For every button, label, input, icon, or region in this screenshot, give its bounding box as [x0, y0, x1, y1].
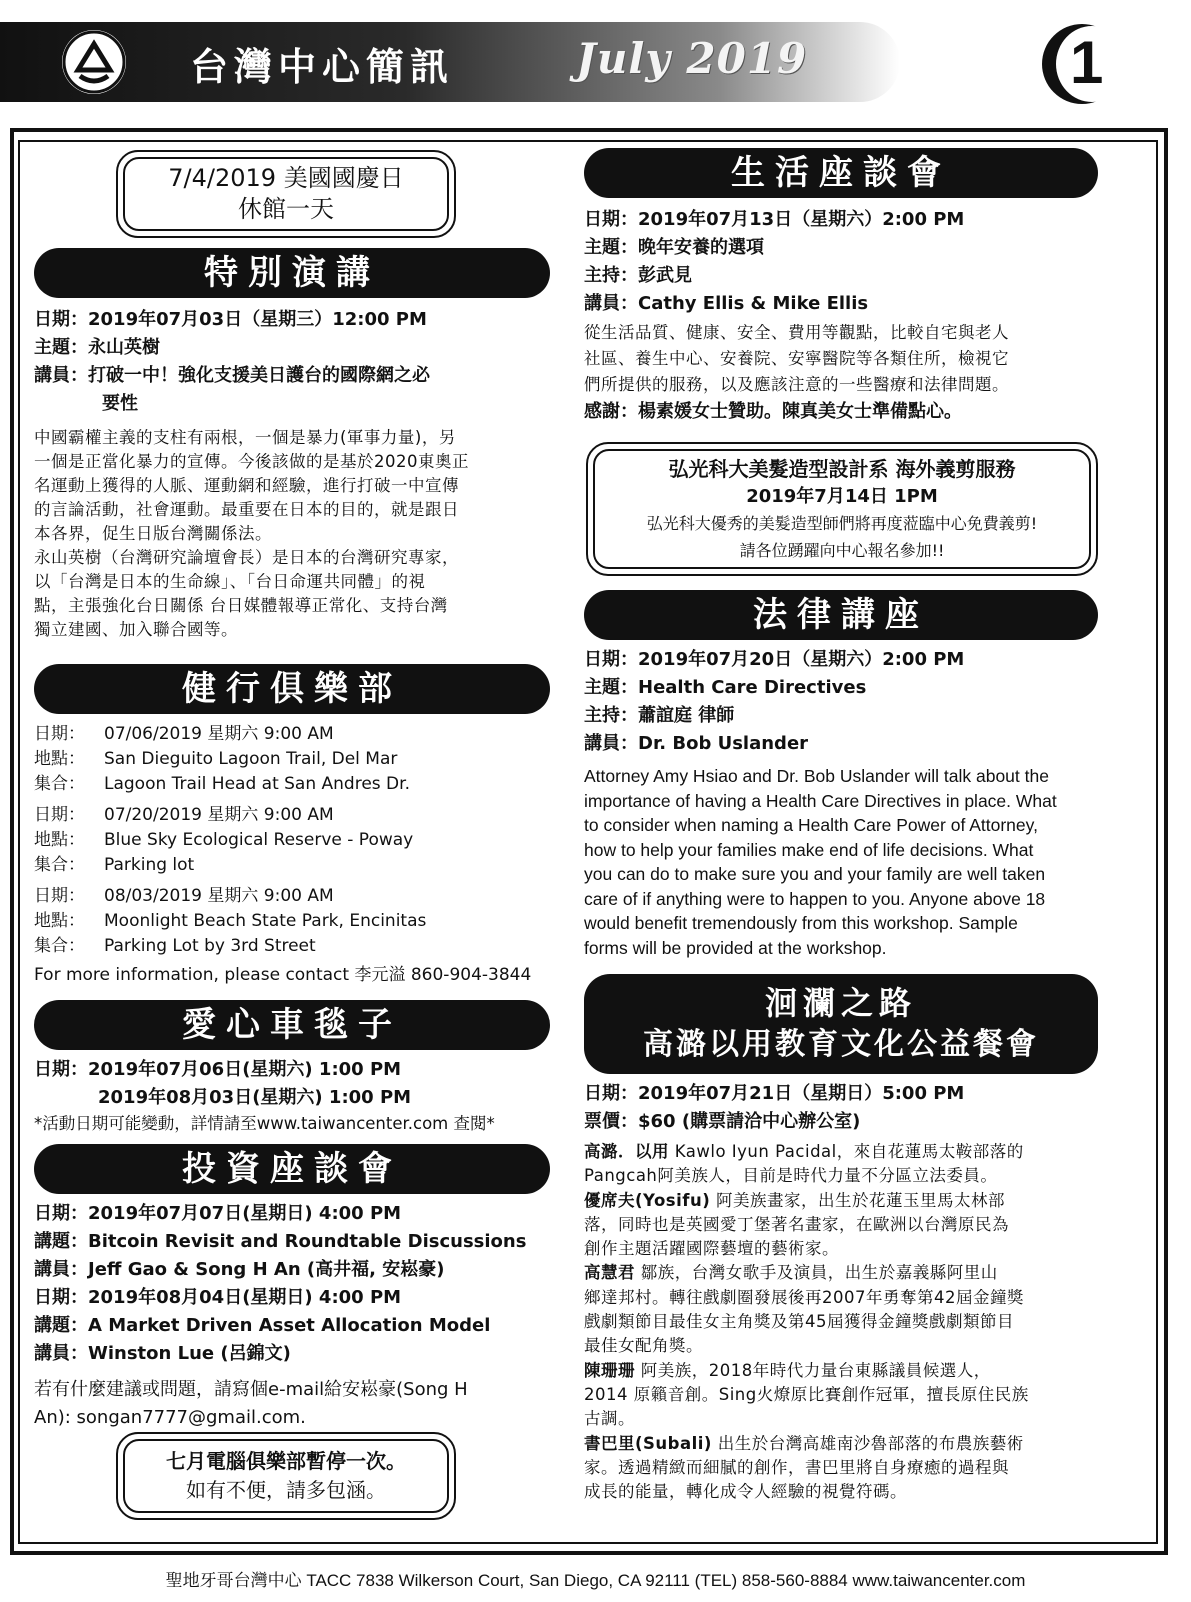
life-forum-title: 生活座談會 [584, 148, 1098, 198]
computer-line2: 如有不便，請多包涵。 [186, 1478, 386, 1502]
hiking-trip-2: 日期： 07/20/2019 星期六 9:00 AM 地點： Blue Sky Ecological Reserve - Poway 集合： Parking lot [34, 805, 414, 875]
haircut-title: 弘光科大美髮造型設計系 海外義剪服務 [668, 457, 1016, 481]
hiking-club-title: 健行俱樂部 [34, 664, 550, 714]
haircut-date: 2019年7月14日 1PM [746, 486, 938, 507]
life-date: 日期：2019年07月13日（星期六）2:00 PM [584, 209, 965, 230]
law-paragraph: Attorney Amy Hsiao and Dr. Bob Uslander will talk about the importance of having a Health Care Directives in place. What to consider when naming a Health Care Power of Attorney, how to help your families make end of life decisions. What you can do to make sure you and your family are well taken care of if anything were to happen to you. Anyone above 18 would benefit tremendously from this workshop. Sample forms will be provided at the workshop. [584, 766, 1057, 958]
invest-topic-1: 講題：Bitcoin Revisit and Roundtable Discussions [34, 1231, 527, 1252]
invest-date-1: 日期：2019年07月07日(星期日) 4:00 PM [34, 1203, 402, 1224]
haircut-service-box [586, 442, 1098, 576]
special-paragraph: 中國霸權主義的支柱有兩根，一個是暴力(軍事力量)，另 一個是正當化暴力的宣傳。今後該做的是基於2020東奧正 名運動上獲得的人脈、運動網和經驗，進行打破一中宣傳 的言論活動，社會運動。最重要在日本的目的，就是跟日 本各界，促生日版台灣關係法。 永山英樹（台灣研究論壇會長）是日本的台灣研究專家， 以「台灣是日本的生命線」、「台日命運共同體」的視 點，主張強化台日關係 台日媒體報導正常化、支持台灣 獨立建國、加入聯合國等。 [34, 428, 469, 639]
haircut-desc: 弘光科大優秀的美髮造型師們將再度蒞臨中心免費義剪! [646, 514, 1038, 533]
computer-club-notice [116, 1432, 456, 1520]
dinner-bios: 高潞．以用 Kawlo Iyun Pacidal，來自花蓮馬太鞍部落的 Pangcah阿美族人，目前是時代力量不分區立法委員。 優席夫(Yosifu) 阿美族畫家，出生於花蓮玉里馬太林部 落，同時也是英國愛丁堡著名畫家，在歐洲以台灣原民為 創作主題活躍國際藝壇的藝術家。 高慧君 鄒族，台灣女歌手及演員，出生於嘉義縣阿里山 鄉達邦村。轉往戲劇圈發展後再2007年勇奪第42屆金鐘獎 戲劇類節目最佳女主角獎及第45屆獲得金鐘獎戲劇類節目 最佳女配角獎。 陳珊珊 阿美族，2018年時代力量台東縣議員候選人， 2014 原籟音創。Sing火燎原比賽創作冠軍，擅長原住民族 古調。 書巴里(Subali) 出生於台灣高雄南沙魯部落的布農族藝術 家。透過精緻而細膩的創作，書巴里將自身療癒的過程與 成長的能量，轉化成令人經驗的視覺符碼。 [584, 1142, 1029, 1502]
holiday-line1: 7/4/2019 美國國慶日 [168, 164, 404, 192]
special-date: 日期：2019年07月03日（星期三）12:00 PM [34, 309, 427, 330]
law-topic: 主題：Health Care Directives [584, 677, 867, 698]
law-host: 主持：蕭誼庭 律師 [584, 705, 735, 726]
hiking-trip-1: 日期： 07/06/2019 星期六 9:00 AM 地點： San Dieguito Lagoon Trail, Del Mar 集合： Lagoon Trail Head at San Andres Dr. [34, 724, 410, 794]
holiday-line2: 休館一天 [238, 195, 334, 223]
life-paragraph: 從生活品質、健康、安全、費用等觀點，比較自宅與老人 社區、養生中心、安養院、安寧醫院等各類住所，檢視它 們所提供的服務，以及應該注意的一些醫療和法律問題。 [584, 323, 1009, 394]
special-speaker: 講員：打破一中！強化支援美日護台的國際網之必 [34, 365, 430, 386]
car-blanket-title: 愛心車毯子 [34, 1000, 550, 1050]
footer-address: 聖地牙哥台灣中心 TACC 7838 Wilkerson Court, San Diego, CA 92111 (TEL) 858-560-8884 www.taiwancenter.com [165, 1571, 1026, 1590]
computer-line1: 七月電腦俱樂部暫停一次。 [166, 1449, 406, 1473]
blanket-date-2: 2019年08月03日(星期六) 1:00 PM [98, 1087, 412, 1108]
life-thanks: 感謝：楊素媛女士贊助。陳真美女士準備點心。 [584, 401, 962, 422]
blanket-date-1: 日期：2019年07月06日(星期六) 1:00 PM [34, 1059, 402, 1080]
blanket-note: *活動日期可能變動，詳情請至www.taiwancenter.com 查閱* [34, 1114, 495, 1133]
investment-forum-title: 投資座談會 [34, 1144, 550, 1194]
dinner-title-2: 高潞以用教育文化公益餐會 [643, 1027, 1039, 1062]
law-date: 日期：2019年07月20日（星期六）2:00 PM [584, 649, 965, 670]
invest-contact-2: An): songan7777@gmail.com. [34, 1407, 306, 1428]
life-topic: 主題：晚年安養的選項 [584, 237, 764, 258]
law-lecture-title: 法律講座 [584, 590, 1098, 640]
invest-speaker-2: 講員：Winston Lue (呂錦文) [34, 1343, 291, 1364]
page-number-badge [1042, 24, 1122, 104]
invest-speaker-1: 講員：Jeff Gao & Song H An (高井福, 安崧豪) [34, 1259, 445, 1280]
special-speaker-cont: 要性 [102, 393, 138, 414]
dinner-event-title [584, 974, 1098, 1074]
holiday-notice [116, 150, 456, 238]
special-lecture-title: 特別演講 [34, 248, 550, 298]
law-speaker: 講員：Dr. Bob Uslander [584, 733, 809, 754]
newsletter-date: July 2019 [576, 34, 808, 83]
life-host: 主持：彭武見 [584, 265, 692, 286]
dinner-title-1: 洄瀾之路 [764, 984, 917, 1022]
hiking-trip-3: 日期： 08/03/2019 星期六 9:00 AM 地點： Moonlight Beach State Park, Encinitas 集合： Parking Lot by 3rd Street [34, 886, 427, 956]
invest-contact-1: 若有什麼建議或問題，請寫個e-mail給安崧豪(Song H [34, 1379, 468, 1400]
hiking-contact: For more information, please contact 李元溢 860-904-3844 [34, 965, 532, 985]
special-topic: 主題：永山英樹 [34, 337, 160, 358]
page-number: 1 [1070, 29, 1104, 96]
dinner-price: 票價：$60 (購票請洽中心辦公室) [584, 1111, 861, 1132]
newsletter-title: 台灣中心簡訊 [190, 45, 455, 89]
life-speaker: 講員：Cathy Ellis & Mike Ellis [584, 293, 869, 314]
dinner-date: 日期：2019年07月21日（星期日）5:00 PM [584, 1083, 965, 1104]
invest-topic-2: 講題：A Market Driven Asset Allocation Model [34, 1315, 491, 1336]
haircut-signup: 請各位踴躍向中心報名參加!! [739, 541, 945, 560]
tacc-logo-icon [62, 30, 126, 94]
invest-date-2: 日期：2019年08月04日(星期日) 4:00 PM [34, 1287, 402, 1308]
